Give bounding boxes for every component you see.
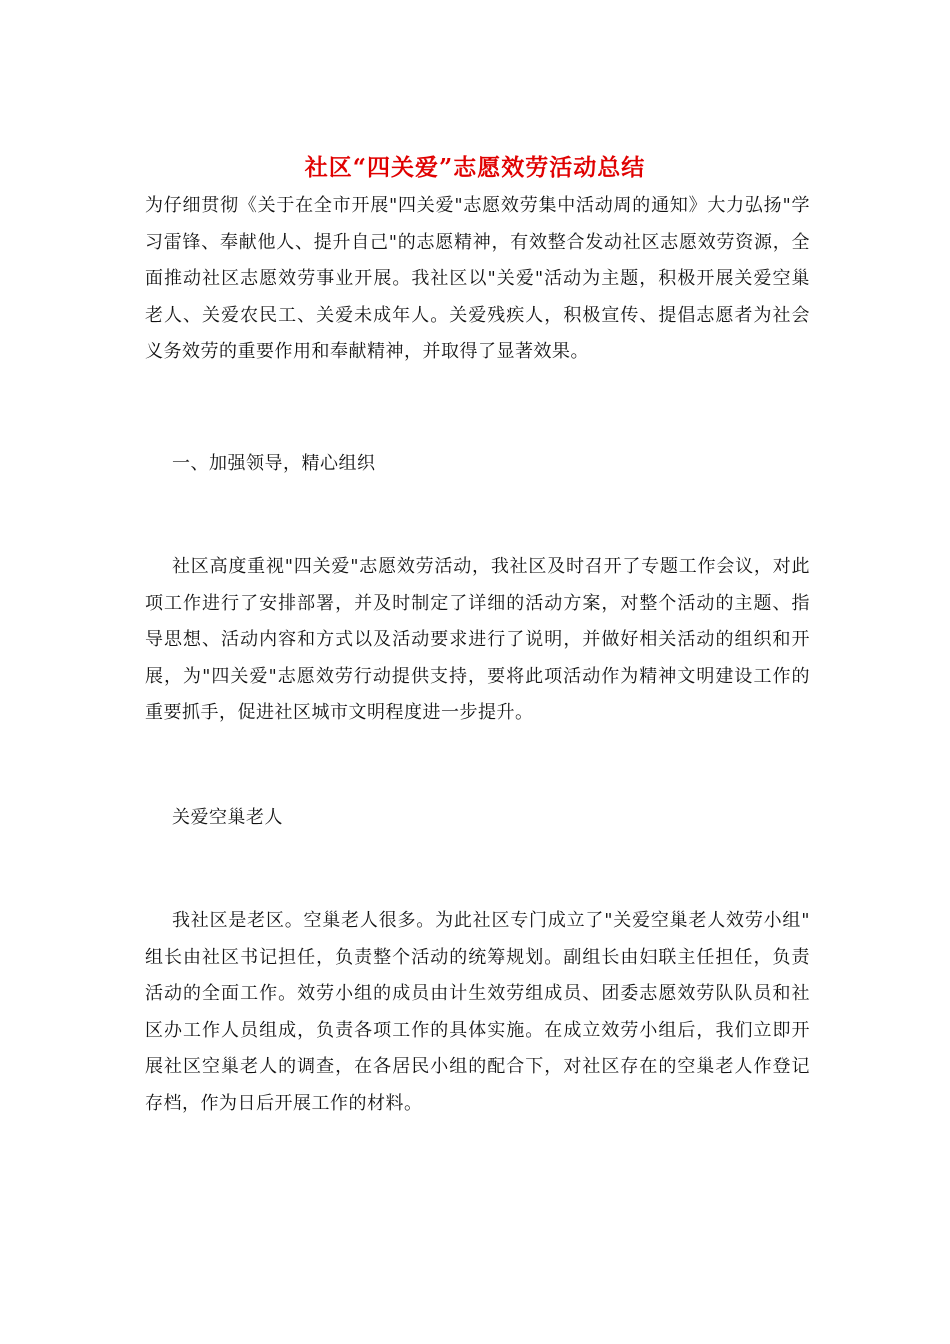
intro-paragraph: 为仔细贯彻《关于在全市开展"四关爱"志愿效劳集中活动周的通知》大力弘扬"学习雷锋、奉献他人、提升自己"的志愿精神，有效整合发动社区志愿效劳资源，全面推动社区志愿效劳事业开展。我社区以"关爱"活动为主题，积极开展关爱空巢老人、关爱农民工、关爱未成年人。关爱残疾人，积极宣传、提倡志愿者为社会义务效劳的重要作用和奉献精神，并取得了显著效果。 [145,195,810,362]
section-paragraph-empty-nest-elderly: 我社区是老区。空巢老人很多。为此社区专门成立了"关爱空巢老人效劳小组" 组长由社区书记担任，负责整个活动的统筹规划。副组长由妇联主任担任，负责活动的全面工作。效劳小组的成员由计生效劳组成员、团委志愿效劳队队员和社区办工作人员组成，负责各项工作的具体实施。在成立效劳小组后，我们立即开展社区空巢老人的调查，在各居民小组的配合下，对社区存在的空巢老人作登记存档，作为日后开展工作的材料。 [145,910,810,1114]
section-heading-empty-nest-elderly: 关爱空巢老人 [172,807,283,828]
section-paragraph-leadership: 社区高度重视"四关爱"志愿效劳活动，我社区及时召开了专题工作会议，对此项工作进行了安排部署，并及时制定了详细的活动方案，对整个活动的主题、指导思想、活动内容和方式以及活动要求进行了说明，并做好相关活动的组织和开展，为"四关爱"志愿效劳行动提供支持，要将此项活动作为精神文明建设工作的重要抓手，促进社区城市文明程度进一步提升。 [145,556,810,723]
document-title: 社区“四关爱”志愿效劳活动总结 [304,154,646,181]
section-heading-leadership: 一、加强领导，精心组织 [172,453,376,474]
